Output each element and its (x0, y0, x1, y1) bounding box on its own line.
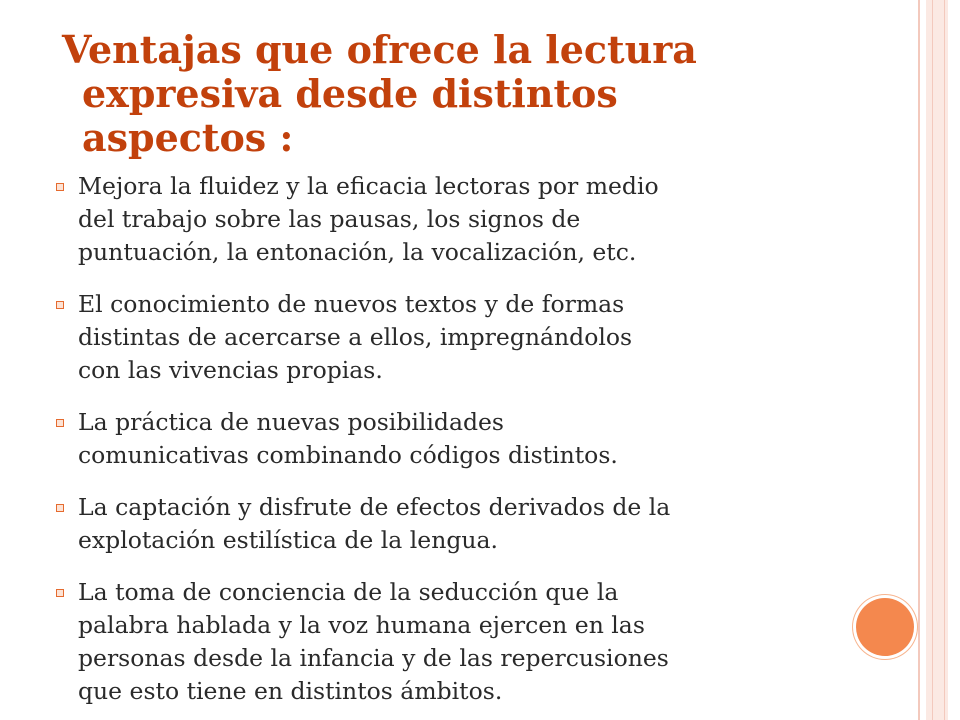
bullet-item (62, 170, 862, 269)
title-line: Ventajas que ofrece la lectura (62, 27, 697, 72)
bullet-text-line: explotación estilística de la lengua. (78, 526, 499, 554)
square-bullet-icon (56, 589, 64, 597)
bullet-text-line: palabra hablada y la voz humana ejercen en las (78, 611, 645, 639)
bullet-item (62, 576, 862, 708)
bullet-text-line: comunicativas combinando códigos distintos. (78, 441, 618, 469)
decorative-circle (856, 598, 914, 656)
bullet-text-line: personas desde la infancia y de las repercusiones (78, 644, 669, 672)
square-bullet-icon (56, 183, 64, 191)
square-bullet-icon (56, 419, 64, 427)
bullet-text-line: del trabajo sobre las pausas, los signos de (78, 205, 581, 233)
side-band-line (944, 0, 945, 720)
bullet-text-line: puntuación, la entonación, la vocalización, etc. (78, 238, 637, 266)
bullet-text-line: La práctica de nuevas posibilidades (78, 408, 504, 436)
title-line: expresiva desde distintos (82, 71, 618, 116)
bullet-list (62, 170, 862, 720)
bullet-text-line: con las vivencias propias. (78, 356, 383, 384)
bullet-text-line: que esto tiene en distintos ámbitos. (78, 677, 503, 705)
square-bullet-icon (56, 301, 64, 309)
bullet-text-line: El conocimiento de nuevos textos y de formas (78, 290, 625, 318)
bullet-item (62, 288, 862, 387)
slide-title (62, 28, 852, 160)
bullet-text-line: Mejora la fluidez y la eficacia lectoras por medio (78, 172, 659, 200)
title-line: aspectos : (82, 115, 294, 160)
bullet-text-line: distintas de acercarse a ellos, impregnándolos (78, 323, 633, 351)
side-band-border (918, 0, 920, 720)
side-band-line (932, 0, 933, 720)
bullet-item (62, 406, 862, 472)
bullet-text-line: La captación y disfrute de efectos derivados de la (78, 493, 671, 521)
bullet-item (62, 491, 862, 557)
square-bullet-icon (56, 504, 64, 512)
bullet-text-line: La toma de conciencia de la seducción que la (78, 578, 619, 606)
